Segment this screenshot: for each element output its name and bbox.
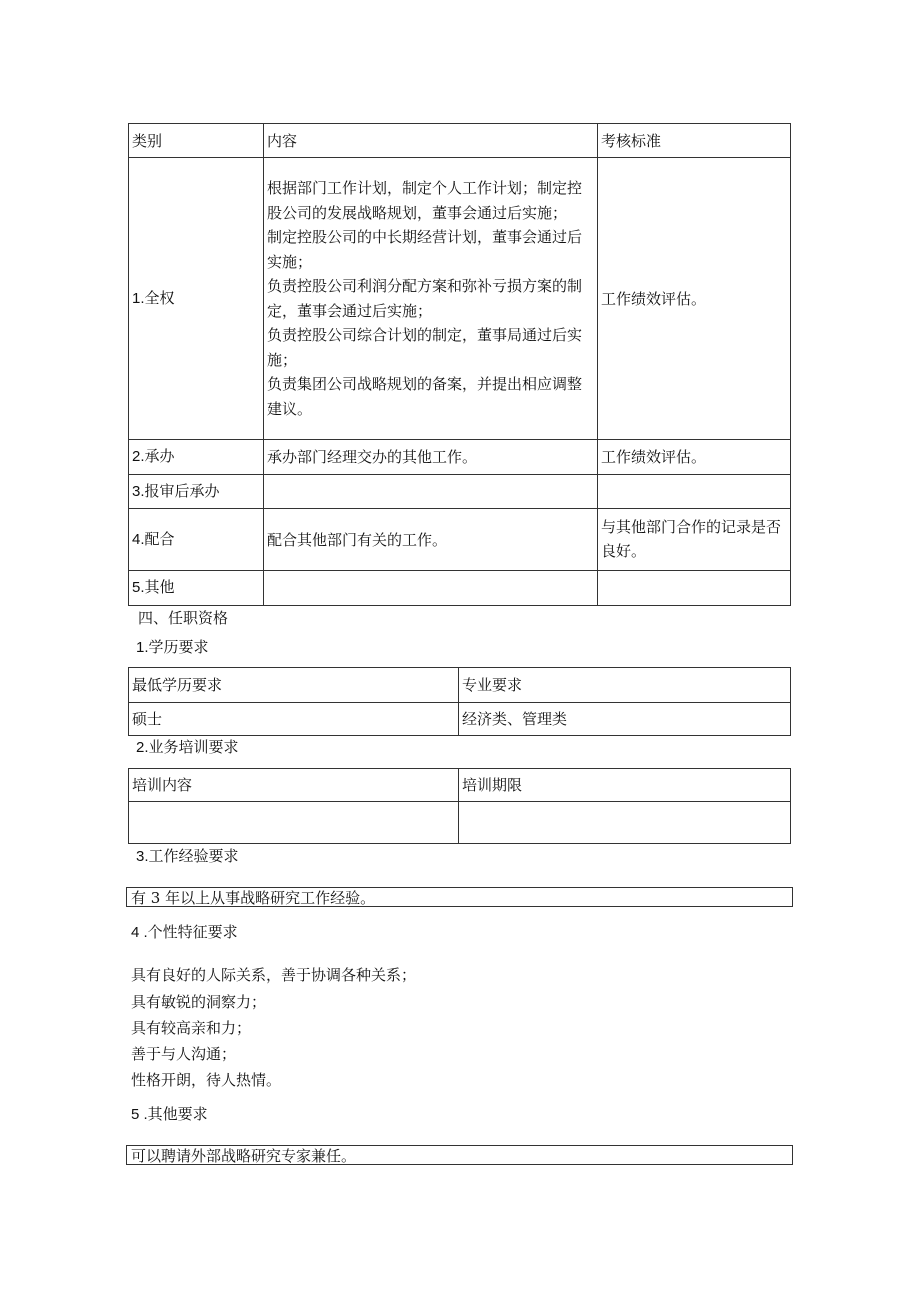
table-row — [129, 158, 791, 440]
row-category: 4.配合 — [129, 509, 264, 571]
row-content — [264, 475, 598, 509]
table-row — [129, 509, 791, 571]
header-training-content: 培训内容 — [129, 769, 459, 802]
experience-heading: 3.工作经验要求 — [136, 848, 239, 865]
list-item: 性格开朗，待人热情。 — [131, 1071, 282, 1089]
education-table — [128, 667, 791, 736]
list-item: 具有良好的人际关系，善于协调各种关系； — [131, 966, 417, 984]
header-standard: 考核标准 — [598, 124, 791, 158]
row-category: 3.报审后承办 — [129, 475, 264, 509]
duties-table — [128, 123, 791, 606]
table-row — [129, 475, 791, 509]
content-line: 负责控股公司利润分配方案和弥补亏损方案的制 — [267, 277, 583, 295]
list-item: 善于与人沟通； — [131, 1045, 237, 1063]
row-content — [264, 509, 598, 571]
value-min-education: 硕士 — [129, 703, 459, 736]
training-table — [128, 768, 791, 844]
row-category: 2.承办 — [129, 440, 264, 475]
row-standard — [598, 440, 791, 475]
other-box: 可以聘请外部战略研究专家兼任。 — [126, 1145, 793, 1165]
header-major: 专业要求 — [459, 668, 791, 703]
content-line: 配合其他部门有关的工作。 — [267, 530, 448, 549]
content-line: 承办部门经理交办的其他工作。 — [267, 448, 478, 466]
standard-line: 工作绩效评估。 — [601, 289, 707, 308]
duties-header-row — [129, 124, 791, 158]
content-line: 根据部门工作计划，制定个人工作计划；制定控 — [267, 179, 583, 197]
other-heading: 5 .其他要求 — [131, 1106, 208, 1123]
education-header-row — [129, 668, 791, 703]
list-item: 具有较高亲和力； — [131, 1019, 252, 1037]
standard-line: 良好。 — [601, 542, 647, 560]
training-heading: 2.业务培训要求 — [136, 739, 239, 756]
standard-line: 工作绩效评估。 — [601, 448, 707, 466]
list-item: 具有敏锐的洞察力； — [131, 993, 267, 1011]
section-title: 四、任职资格 — [138, 609, 229, 627]
content-line: 股公司的发展战略规划，董事会通过后实施； — [267, 203, 568, 222]
table-row — [129, 703, 791, 736]
value-training-period — [459, 802, 791, 844]
row-category: 1.全权 — [129, 158, 264, 440]
row-standard — [598, 571, 791, 606]
row-standard — [598, 509, 791, 571]
value-training-content — [129, 802, 459, 844]
row-content — [264, 440, 598, 475]
content-line: 施； — [267, 350, 298, 369]
content-line: 定，董事会通过后实施； — [267, 301, 433, 320]
training-header-row — [129, 769, 791, 802]
table-row — [129, 571, 791, 606]
personality-heading: 4 .个性特征要求 — [131, 924, 238, 941]
table-row — [129, 440, 791, 475]
header-category: 类别 — [129, 124, 264, 158]
experience-box: 有 3 年以上从事战略研究工作经验。 — [126, 887, 793, 907]
row-content — [264, 158, 598, 440]
row-standard — [598, 475, 791, 509]
row-standard — [598, 158, 791, 440]
content-line: 建议。 — [267, 399, 313, 418]
value-major: 经济类、管理类 — [459, 703, 791, 736]
header-min-education: 最低学历要求 — [129, 668, 459, 703]
header-content: 内容 — [264, 124, 598, 158]
content-line: 制定控股公司的中长期经营计划，董事会通过后 — [267, 228, 583, 246]
row-content — [264, 571, 598, 606]
header-training-period: 培训期限 — [459, 769, 791, 802]
content-line: 实施； — [267, 252, 313, 271]
row-category: 5.其他 — [129, 571, 264, 606]
standard-line: 与其他部门合作的记录是否 — [601, 518, 782, 536]
content-line: 负责控股公司综合计划的制定，董事局通过后实 — [267, 326, 583, 344]
education-heading: 1.学历要求 — [136, 639, 209, 656]
table-row — [129, 802, 791, 844]
content-line: 负责集团公司战略规划的备案，并提出相应调整 — [267, 375, 583, 393]
